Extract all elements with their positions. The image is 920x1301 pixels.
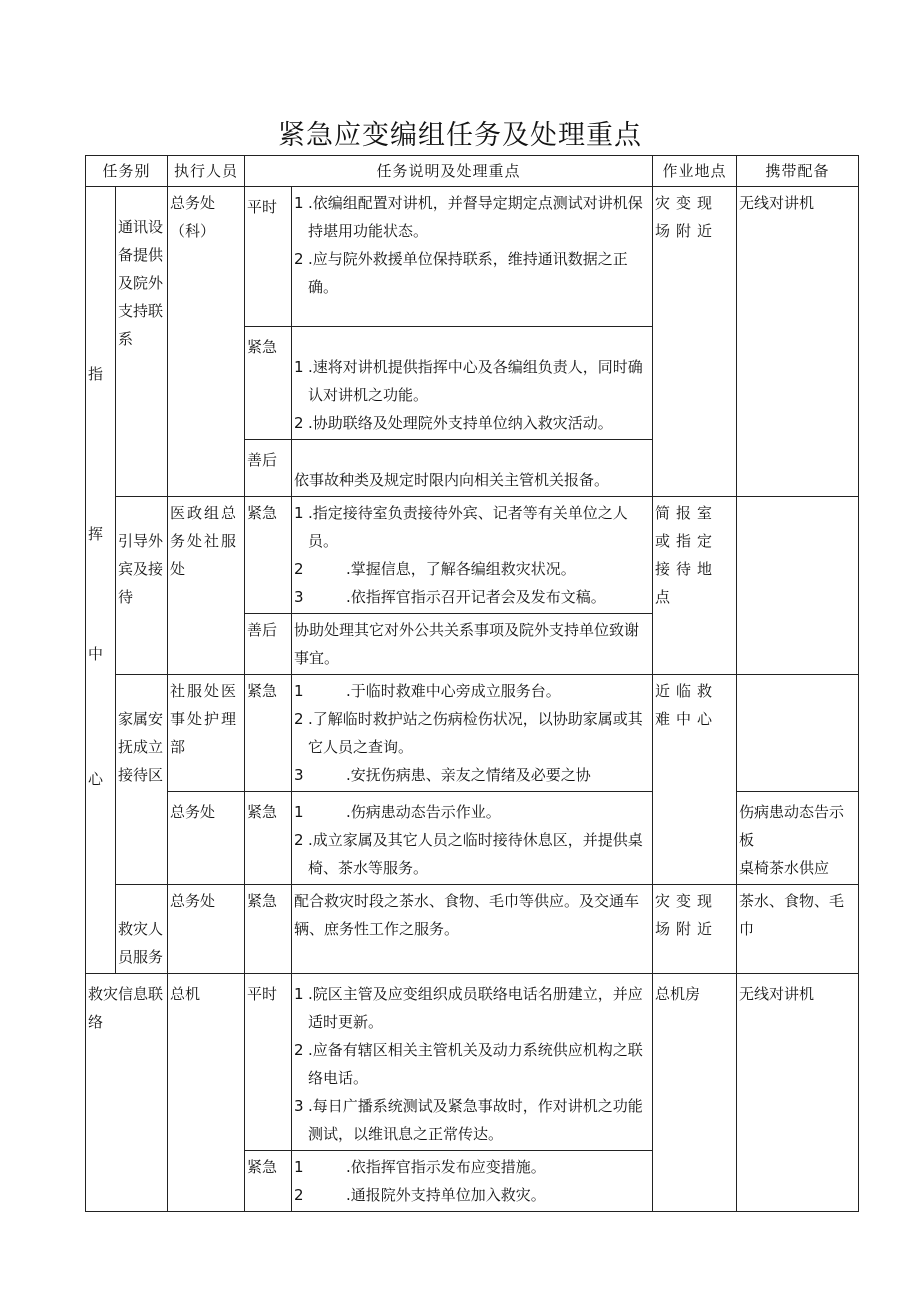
relief-desc: 配合救灾时段之茶水、食物、毛巾等供应。及交通车辆、庶务性工作之服务。	[292, 885, 653, 974]
family-emergency-desc-1	[292, 675, 653, 792]
list-item: 1 .依指挥官指示发布应变措施。	[294, 1158, 546, 1176]
guide-executor: 医政组总务处社服处	[168, 497, 245, 675]
list-item: 1 .速将对讲机提供指挥中心及各编组负责人，同时确认对讲机之功能。	[294, 358, 643, 404]
info-equipment: 无线对讲机	[737, 974, 859, 1212]
comm-aftermath-phase: 善后	[245, 440, 292, 497]
table-row	[86, 792, 859, 885]
list-item: 2 .掌握信息，了解各编组救灾状况。	[294, 560, 576, 578]
comm-task-name: 通讯设备提供及院外支持联系	[116, 187, 168, 497]
command-center-char: 指	[88, 365, 104, 383]
info-emergency-desc	[292, 1151, 653, 1212]
list-item: 1 .依编组配置对讲机，并督导定期定点测试对讲机保持堪用功能状态。	[294, 194, 643, 240]
list-item: 3 .每日广播系统测试及紧急事故时，作对讲机之功能测试，以维讯息之正常传达。	[294, 1097, 643, 1143]
relief-equipment: 茶水、食物、毛巾	[737, 885, 859, 974]
page-title: 紧急应变编组任务及处理重点	[278, 120, 642, 151]
comm-emergency-phase: 紧急	[245, 327, 292, 440]
family-location: 近临救难中心	[653, 675, 737, 885]
family-emergency-phase-1: 紧急	[245, 675, 292, 792]
relief-task-name: 救灾人员服务	[116, 885, 168, 974]
comm-peacetime-desc	[292, 187, 653, 327]
list-item: 2 .应与院外救援单位保持联系，维持通讯数据之正确。	[294, 250, 628, 296]
command-center-char: 挥	[88, 525, 104, 543]
guide-emergency-phase: 紧急	[245, 497, 292, 614]
family-task-name: 家属安抚成立接待区	[116, 675, 168, 885]
header-description: 任务说明及处理重点	[245, 156, 653, 187]
family-equipment-2	[737, 792, 859, 885]
table-row	[86, 187, 859, 327]
list-item: 2 .应备有辖区相关主管机关及动力系统供应机构之联络电话。	[294, 1041, 643, 1087]
info-peacetime-desc	[292, 974, 653, 1151]
family-executor-1: 社服处医事处护理部	[168, 675, 245, 792]
table-row	[86, 497, 859, 614]
comm-location: 灾变现场附近	[653, 187, 737, 497]
relief-location: 灾变现场附近	[653, 885, 737, 974]
info-emergency-phase: 紧急	[245, 1151, 292, 1212]
comm-peacetime-phase: 平时	[245, 187, 292, 327]
header-task: 任务别	[86, 156, 168, 187]
relief-executor: 总务处	[168, 885, 245, 974]
list-item: 1 .指定接待室负责接待外宾、记者等有关单位之人员。	[294, 504, 628, 550]
family-emergency-desc-2	[292, 792, 653, 885]
info-task-name: 救灾信息联络	[86, 974, 168, 1212]
guide-aftermath-desc: 协助处理其它对外公共关系事项及院外支持单位致谢事宜。	[292, 614, 653, 675]
command-center-cell	[86, 187, 116, 974]
guide-task-name: 引导外宾及接待	[116, 497, 168, 675]
list-item: 2 .了解临时救护站之伤病检伤状况，以协助家属或其它人员之查询。	[294, 710, 643, 756]
header-executor: 执行人员	[168, 156, 245, 187]
comm-equipment: 无线对讲机	[737, 187, 859, 497]
list-item: 1 .院区主管及应变组织成员联络电话名册建立，并应适时更新。	[294, 985, 643, 1031]
command-center-char: 心	[88, 770, 104, 788]
guide-equipment	[737, 497, 859, 675]
list-item: 2 .协助联络及处理院外支持单位纳入救灾活动。	[294, 414, 613, 432]
info-executor: 总机	[168, 974, 245, 1212]
header-equipment: 携带配备	[737, 156, 859, 187]
guide-location: 简报室或指定接待地点	[653, 497, 737, 675]
info-peacetime-phase: 平时	[245, 974, 292, 1151]
guide-aftermath-phase: 善后	[245, 614, 292, 675]
family-emergency-phase-2: 紧急	[245, 792, 292, 885]
family-executor-2: 总务处	[168, 792, 245, 885]
comm-emergency-desc	[292, 327, 653, 440]
header-location: 作业地点	[653, 156, 737, 187]
list-item: 2 .通报院外支持单位加入救灾。	[294, 1186, 546, 1204]
command-center-char: 中	[88, 645, 104, 663]
relief-phase: 紧急	[245, 885, 292, 974]
family-equipment-1	[737, 675, 859, 792]
table-row	[86, 675, 859, 792]
header-row	[86, 156, 859, 187]
equipment-line: 伤病患动态告示板	[739, 803, 845, 849]
guide-emergency-desc	[292, 497, 653, 614]
comm-aftermath-desc: 依事故种类及规定时限内向相关主管机关报备。	[292, 440, 653, 497]
list-item: 1 .伤病患动态告示作业。	[294, 803, 501, 821]
list-item: 2 .成立家属及其它人员之临时接待休息区，并提供桌椅、茶水等服务。	[294, 831, 643, 877]
info-location: 总机房	[653, 974, 737, 1212]
table-row	[86, 885, 859, 974]
list-item: 3 .依指挥官指示召开记者会及发布文稿。	[294, 588, 606, 606]
table-row	[86, 974, 859, 1151]
list-item: 1 .于临时救难中心旁成立服务台。	[294, 682, 561, 700]
task-table	[85, 155, 859, 1212]
list-item: 3 .安抚伤病患、亲友之情绪及必要之协	[294, 766, 591, 784]
equipment-line: 桌椅茶水供应	[739, 859, 830, 877]
comm-executor: 总务处（科）	[168, 187, 245, 497]
